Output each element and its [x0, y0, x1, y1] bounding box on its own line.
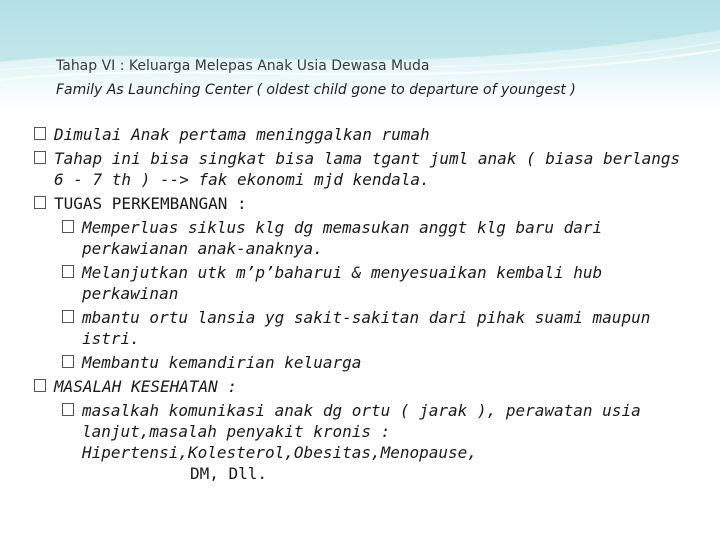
bullet-text: Membantu kemandirian keluarga	[82, 353, 362, 372]
slide-header	[56, 57, 696, 100]
sub-list-item	[34, 217, 694, 259]
bullet-box-icon	[34, 196, 46, 209]
list-item	[34, 376, 694, 397]
sub-list-item	[34, 352, 694, 373]
list-item	[34, 124, 694, 145]
bullet-box-icon	[62, 265, 74, 278]
section-heading: TUGAS PERKEMBANGAN :	[54, 194, 247, 213]
bullet-box-icon	[62, 403, 74, 416]
bullet-text: masalkah komunikasi anak dg ortu ( jarak ), perawatan usia lanjut,masalah penyakit kronis : Hipertensi,Kolesterol,Obesitas,Menopause,	[82, 401, 641, 462]
bullet-box-icon	[62, 310, 74, 323]
list-item	[34, 193, 694, 214]
section-heading: MASALAH KESEHATAN :	[54, 377, 238, 396]
bullet-text-tail: DM, Dll.	[190, 464, 268, 483]
sub-list-item	[34, 262, 694, 304]
list-item	[34, 148, 694, 190]
bullet-text: Memperluas siklus klg dg memasukan anggt klg baru dari perkawianan anak-anaknya.	[82, 218, 603, 258]
slide-title: Tahap VI : Keluarga Melepas Anak Usia Dewasa Muda	[56, 58, 430, 74]
slide-subtitle: Family As Launching Center ( oldest child gone to departure of youngest )	[56, 82, 576, 98]
sub-list-item	[34, 400, 694, 484]
bullet-text: Tahap ini bisa singkat bisa lama tgant juml anak ( biasa berlangs 6 - 7 th ) --> fak ekonomi mjd kendala.	[54, 149, 681, 189]
sub-list-item	[34, 307, 694, 349]
slide-body	[34, 124, 694, 487]
bullet-box-icon	[62, 355, 74, 368]
bullet-text: Melanjutkan utk m’p’baharui & menyesuaikan kembali hub perkawinan	[82, 263, 603, 303]
bullet-box-icon	[34, 151, 46, 164]
bullet-text: Dimulai Anak pertama meninggalkan rumah	[54, 125, 430, 144]
bullet-box-icon	[62, 220, 74, 233]
bullet-text: mbantu ortu lansia yg sakit-sakitan dari pihak suami maupun istri.	[82, 308, 651, 348]
bullet-box-icon	[34, 127, 46, 140]
bullet-box-icon	[34, 379, 46, 392]
